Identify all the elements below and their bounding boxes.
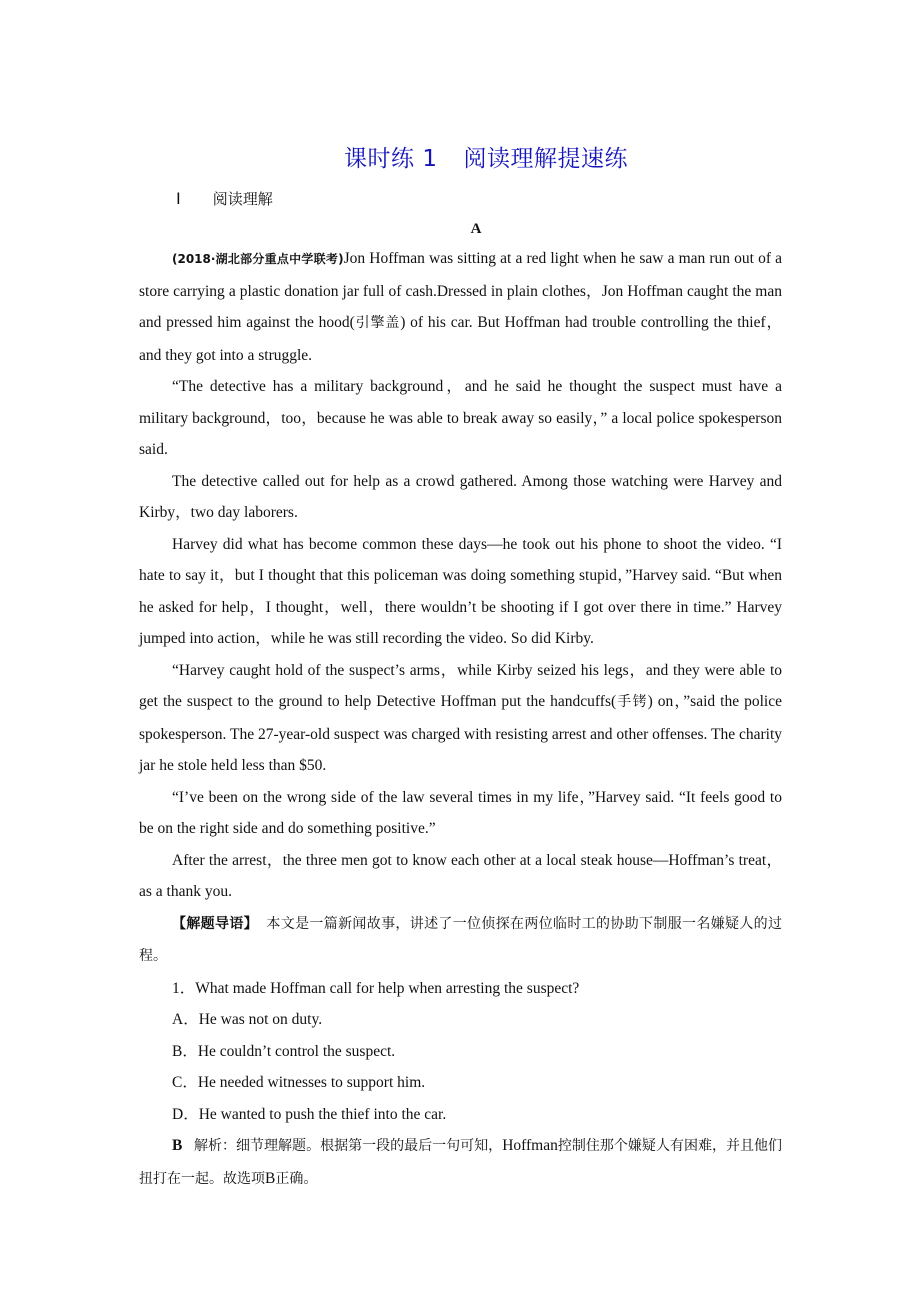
passage-label: A <box>470 221 482 237</box>
section-label: 阅读理解 <box>212 190 273 208</box>
option-a: A．He was not on duty. <box>172 1011 323 1028</box>
section-number: Ⅰ <box>176 191 181 208</box>
guide-text: 本文是一篇新闻故事，讲述了一位侦探在两位临时工的协助下制服一名嫌疑人的过程。 <box>139 915 783 964</box>
option-d: D．He wanted to push the thief into the car. <box>172 1105 447 1123</box>
answer-letter: B <box>172 1137 183 1154</box>
paragraph-7: After the arrest，the three men got to know each other at a local steak house—Hoffman’s treat，as a thank you. <box>139 851 782 900</box>
option-c: C．He needed witnesses to support him. <box>172 1074 426 1091</box>
passage-body <box>139 243 782 1195</box>
paragraph-4: Harvey did what has become common these days—he took out his phone to shoot the video. “I hate to say it，but I thought that this policeman was doing something stupid，”Harvey said. “But when he asked for help，I thought，well，there wouldn’t be shooting if I got over there in time.” Harvey jumped into action，while he was still recording the video. So did Kirby. <box>139 535 782 647</box>
guide-note <box>139 908 782 973</box>
source-note: (2018·湖北部分重点中学联考) <box>172 252 344 266</box>
section-heading <box>176 188 273 209</box>
question-stem: 1．What made Hoffman call for help when arresting the suspect? <box>172 979 580 997</box>
paragraph-5: “Harvey caught hold of the suspect’s arms，while Kirby seized his legs，and they were able to get the suspect to the ground to help Detective Hoffman put the handcuffs(手铐) on，”said the police spokesperson. The 27-year-old suspect was charged with resisting arrest and other offenses. The charity jar he stole held less than $50. <box>139 661 782 774</box>
paragraph-3: The detective called out for help as a crowd gathered. Among those watching were Harvey and Kirby，two day laborers. <box>139 472 782 521</box>
answer-explanation: B 解析：细节理解题。根据第一段的最后一句可知，Hoffman控制住那个嫌疑人有困难，并且他们扭打在一起。故选项B正确。 <box>139 1137 783 1187</box>
gloss-handcuffs: 手铐 <box>616 694 648 710</box>
paragraph-1: (2018·湖北部分重点中学联考)Jon Hoffman was sitting at a red light when he saw a man run out of a store carrying a plastic donation jar full of cash.Dressed in plain clothes，Jon Hoffman caught the man and pressed him against the hood(引擎盖) of his car. But Hoffman had trouble controlling the thief，and they got into a struggle. <box>139 250 782 364</box>
title-topic: 阅读理解提速练 <box>463 146 628 172</box>
title-lesson: 课时练 1 <box>344 146 438 172</box>
page-title <box>0 140 920 173</box>
paragraph-6: “I’ve been on the wrong side of the law several times in my life，”Harvey said. “It feels good to be on the right side and do something positive.” <box>139 788 782 837</box>
guide-tag: 【解题导语】 <box>172 915 258 932</box>
paragraph-2: “The detective has a military background，and he said he thought the suspect must have a military background，too，because he was able to break away so easily，” a local police spokesperson said. <box>139 378 782 458</box>
option-b: B．He couldn’t control the suspect. <box>172 1042 396 1060</box>
gloss-hood: 引擎盖 <box>354 315 401 331</box>
